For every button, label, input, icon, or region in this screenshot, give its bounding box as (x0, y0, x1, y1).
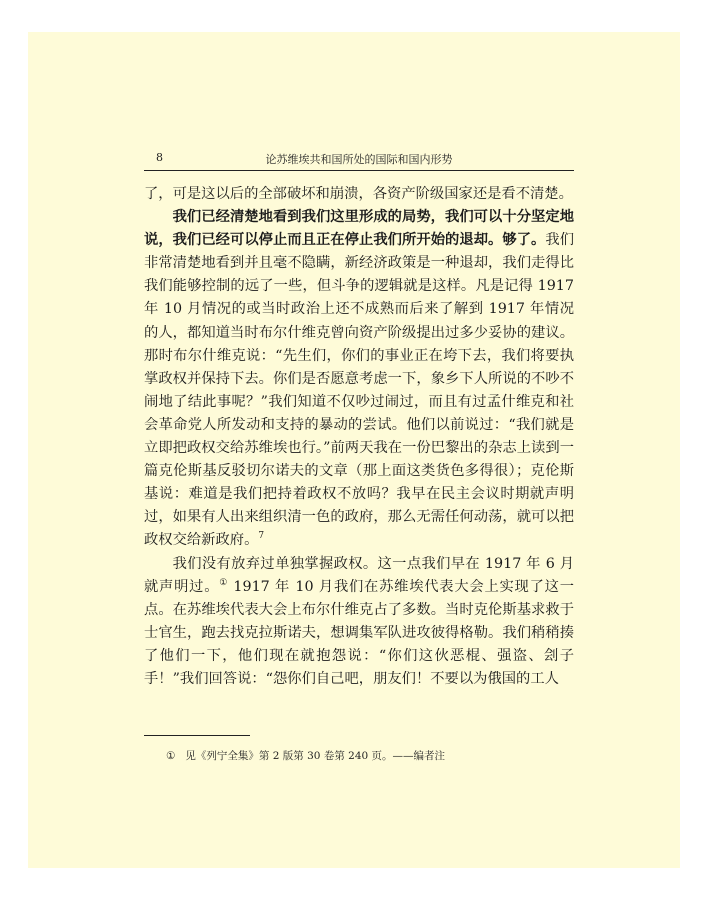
footnote-mark: ① (166, 750, 176, 762)
footnote-reference: ① (219, 577, 229, 588)
footnote-text: 见《列宁全集》第 2 版第 30 卷第 240 页。——编者注 (185, 750, 446, 762)
paragraph-power-text-b: 1917 年 10 月我们在苏维埃代表大会上实现了这一点。在苏维埃代表大会上布尔什维克占了多数。当时克伦斯基求救于士官生，跑去找克拉斯诺夫，想调集军队进攻彼得格勒。我们稍稍揍了他们一下，他们现在就抱怨说：“你们这伙恶棍、强盗、刽子手！”我们回答说：“怨你们自己吧，朋友们！不要以为俄国的工人 (144, 578, 574, 687)
paragraph-power (144, 553, 574, 692)
paragraph-continuation: 了，可是这以后的全部破坏和崩溃，各资产阶级国家还是看不清楚。 (144, 186, 573, 202)
endnote-reference: 7 (258, 531, 265, 542)
page-number: 8 (156, 151, 163, 164)
paragraph-main (144, 206, 574, 552)
paragraph-power-text-a: 我们没有放弃过单独掌握政权。这一点我们早在 1917 年 6 月就声明过。 (144, 555, 574, 595)
bold-emphasis: 我们已经清楚地看到我们这里形成的局势，我们可以十分坚定地说，我们已经可以停止而且正在停止我们所开始的退却。够了。 (144, 209, 574, 249)
paragraph-main-text: 我们非常清楚地看到并且毫不隐瞒，新经济政策是一种退却，我们走得比我们能够控制的远了一些，但斗争的逻辑就是这样。凡是记得 1917 年 10 月情况的或当时政治上还不成熟而后来了解到 1917 年情况的人，都知道当时布尔什维克曾向资产阶级提出过多少妥协的建议。那时布尔什维克说：“先生们，你们的事业正在垮下去，我们将要执掌政权并保持下去。你们是否愿意考虑一下，象乡下人所说的不吵不闹地了结此事呢？”我们知道不仅吵过闹过，而且有过孟什维克和社会革命党人所发动和支持的暴动的尝试。他们以前说过：“我们就是立即把政权交给苏维埃也行。”前两天我在一份巴黎出的杂志上读到一篇克伦斯基反驳切尔诺夫的文章（那上面这类货色多得很）；克伦斯基说：难道是我们把持着政权不放吗？我早在民主会议时期就声明过，如果有人出来组织清一色的政府，那么无需任何动荡，就可以把政权交给新政府。 (144, 232, 575, 549)
running-title: 论苏维埃共和国所处的国际和国内形势 (265, 153, 453, 166)
footnote (166, 748, 445, 763)
footnote-rule (144, 735, 250, 736)
body-text (144, 183, 574, 691)
running-header (144, 148, 574, 171)
